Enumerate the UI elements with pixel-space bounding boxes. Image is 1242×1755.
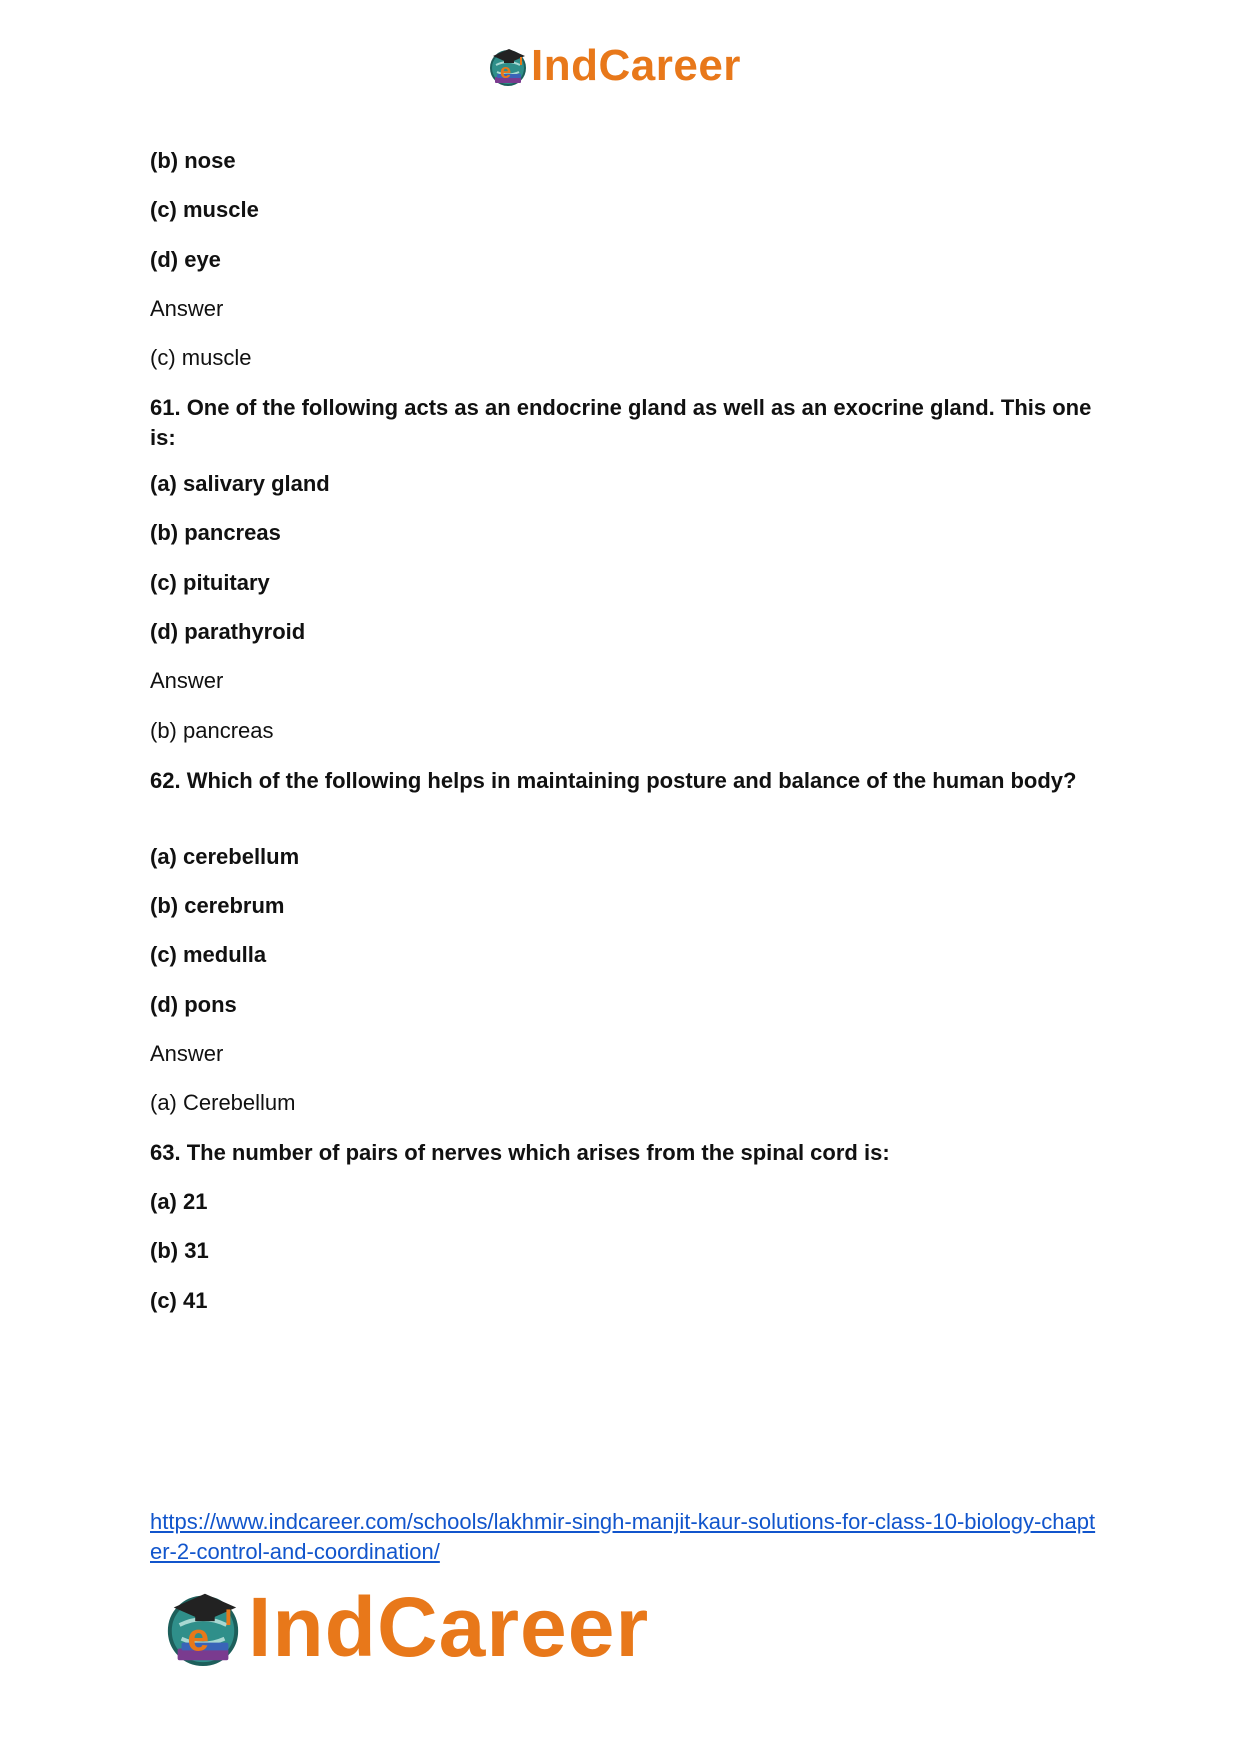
option-line: (c) muscle [150,197,259,222]
svg-text:e: e [500,61,512,83]
option-line: (c) 41 [150,1288,208,1313]
option-line: (d) parathyroid [150,619,306,644]
answer-value: (b) pancreas [150,718,274,743]
question-62: 62. Which of the following helps in maintaining posture and balance of the human body? [150,768,1077,793]
brand-name: IndCareer [531,41,741,90]
answer-value: (a) Cerebellum [150,1090,296,1115]
option-line: (d) eye [150,247,221,272]
option-line: (c) pituitary [150,570,270,595]
option-line: (a) 21 [150,1189,208,1214]
brand-name: IndCareer [248,1580,650,1674]
option-line: (b) nose [150,148,236,173]
option-line: (b) pancreas [150,520,281,545]
answer-value: (c) muscle [150,345,252,370]
svg-text:e: e [187,1616,210,1660]
answer-label: Answer [150,296,224,321]
globe-graduation-icon [162,1586,244,1668]
top-logo [487,40,741,92]
globe-graduation-icon [487,45,529,87]
option-line: (b) 31 [150,1238,209,1263]
source-link[interactable]: https://www.indcareer.com/schools/lakhmir-singh-manjit-kaur-solutions-for-class-10-biology-chapter-2-control-and-coordination/ [150,1509,1096,1564]
question-61: 61. One of the following acts as an endocrine gland as well as an exocrine gland. This one is: [150,395,1092,450]
question-63: 63. The number of pairs of nerves which arises from the spinal cord is: [150,1140,890,1165]
bottom-logo [162,1582,649,1672]
answer-label: Answer [150,1041,224,1066]
answer-label: Answer [150,668,224,693]
option-line: (d) pons [150,992,237,1017]
option-line: (a) salivary gland [150,471,330,496]
option-line: (c) medulla [150,942,267,967]
option-line: (a) cerebellum [150,844,300,869]
option-line: (b) cerebrum [150,893,285,918]
